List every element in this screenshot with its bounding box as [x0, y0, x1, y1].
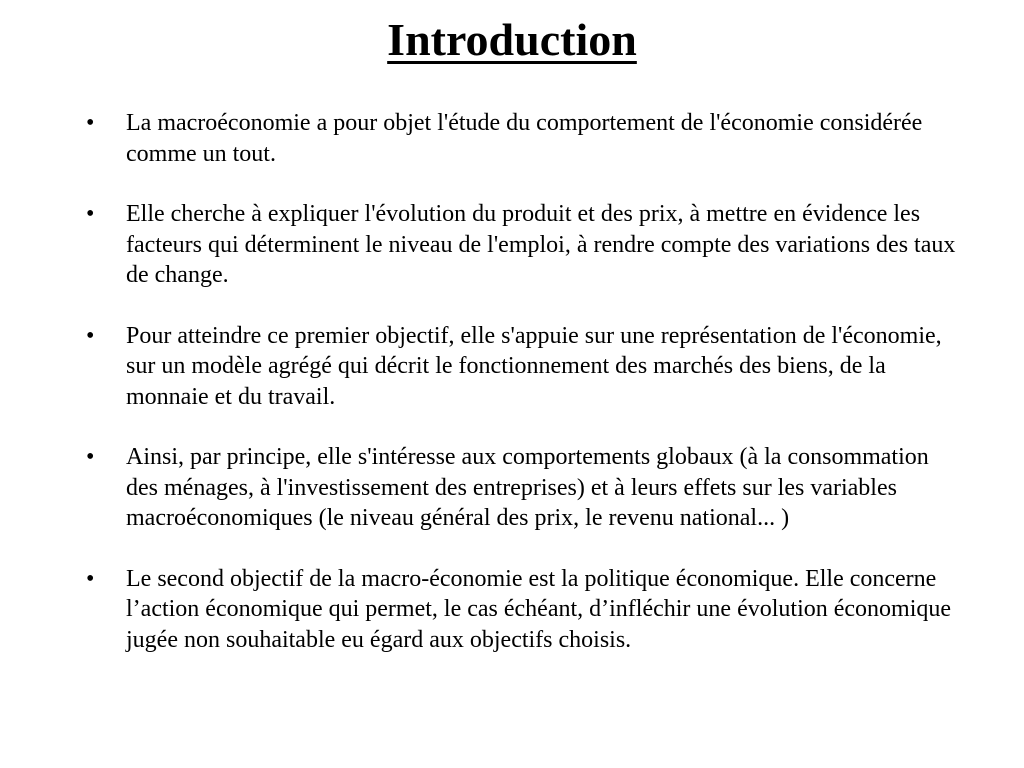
slide-title: Introduction [387, 14, 637, 65]
bullet-item [84, 442, 964, 534]
bullet-text: Elle cherche à expliquer l'évolution du produit et des prix, à mettre en évidence les facteurs qui déterminent le niveau de l'emploi, à rendre compte des variations des taux de change. [126, 201, 956, 288]
bullet-list [84, 108, 964, 685]
bullet-icon: • [86, 565, 95, 592]
bullet-icon: • [86, 110, 95, 136]
bullet-item [84, 108, 964, 169]
bullet-text: Le second objectif de la macro-économie est la politique économique. Elle concerne l’action économique qui permet, le cas échéant, d’infléchir une évolution économique jugée non souhaitable eu égard aux objectifs choisis. [126, 565, 952, 653]
bullet-icon: • [86, 444, 95, 470]
bullet-icon: • [86, 322, 95, 349]
bullet-text: La macroéconomie a pour objet l'étude du comportement de l'économie considérée comme un tout. [126, 110, 923, 167]
bullet-item [84, 199, 964, 291]
bullet-item [84, 564, 964, 656]
bullet-item [84, 321, 964, 413]
bullet-icon: • [86, 201, 95, 227]
bullet-text: Ainsi, par principe, elle s'intéresse aux comportements globaux (à la consommation des ménages, à l'investissement des entreprises) et à leurs effets sur les variables macroéconomiques (le niveau général des prix, le revenu national... ) [126, 444, 929, 531]
bullet-text: Pour atteindre ce premier objectif, elle s'appuie sur une représentation de l'économie, sur un modèle agrégé qui décrit le fonctionnement des marchés des biens, de la monnaie et du travail. [126, 322, 942, 410]
